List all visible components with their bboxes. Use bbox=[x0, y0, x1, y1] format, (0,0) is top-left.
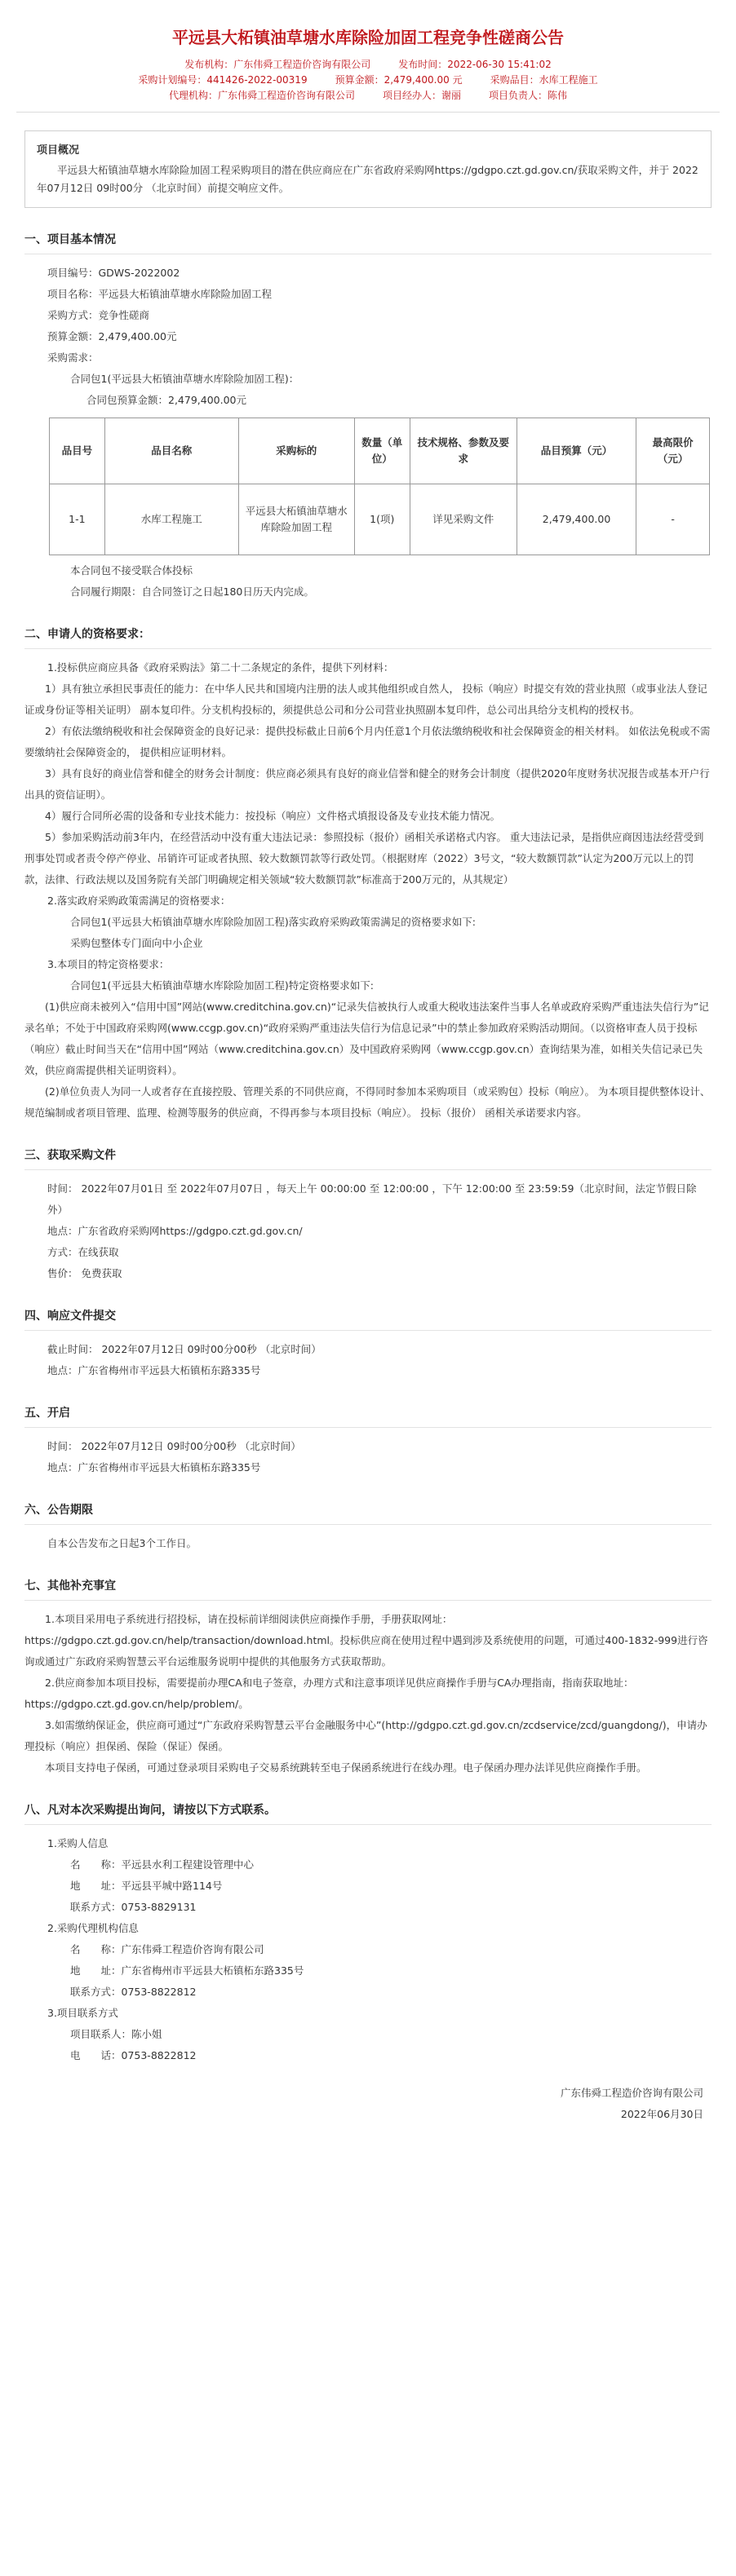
section-period bbox=[24, 1525, 712, 1554]
table-header: 品目名称 bbox=[104, 418, 238, 484]
table-header: 最高限价（元） bbox=[636, 418, 710, 484]
meta-manager: 项目经办人：谢丽 bbox=[383, 90, 462, 101]
section-basic-info bbox=[24, 254, 712, 603]
page-title: 平远县大柘镇油草塘水库除险加固工程竞争性磋商公告 bbox=[172, 28, 564, 47]
section-other-heading: 七、其他补充事宜 bbox=[24, 1577, 712, 1601]
obtain-time: 时间： 2022年07月01日 至 2022年07月07日 ，每天上午 00:00:00 至 12:00:00 ，下午 12:00:00 至 23:59:59（北京时间，法定节假日除外） bbox=[47, 1182, 697, 1216]
qual-item: 合同包1(平远县大柘镇油草塘水库除险加固工程)特定资格要求如下: bbox=[70, 979, 374, 992]
table-cell: 1-1 bbox=[50, 484, 105, 555]
section-obtain-docs-heading: 三、获取采购文件 bbox=[24, 1147, 712, 1170]
section-other bbox=[24, 1601, 712, 1778]
package-budget: 合同包预算金额：2,479,400.00元 bbox=[86, 394, 246, 406]
section-obtain-docs bbox=[24, 1170, 712, 1284]
qual-item: 1.投标供应商应具备《政府采购法》第二十二条规定的条件，提供下列材料： bbox=[47, 661, 394, 674]
contract-package: 合同包1(平远县大柘镇油草塘水库除险加固工程)： bbox=[70, 373, 299, 385]
table-header: 品目号 bbox=[50, 418, 105, 484]
procurement-demand: 采购需求： bbox=[47, 351, 99, 364]
project-overview bbox=[24, 130, 712, 208]
table-header: 数量（单位） bbox=[354, 418, 410, 484]
qual-item: (2)单位负责人为同一人或者存在直接控股、管理关系的不同供应商，不得同时参加本采购项目（或采购包）投标（响应）。 为本项目提供整体设计、规范编制或者项目管理、监理、检测等服务的供应商，不得再参与本项目投标（响应）。 投标（报价） 函相关承诺要求内容。 bbox=[24, 1085, 711, 1119]
submission-deadline: 截止时间： 2022年07月12日 09时00分00秒 （北京时间） bbox=[47, 1343, 321, 1355]
other-item: 3.如需缴纳保证金，供应商可通过“广东政府采购智慧云平台金融服务中心”(http://gdgpo.czt.gd.gov.cn/zcdservice/zcd/guangdong/)，申请办理投标（响应）担保函、保险（保证）保函。 bbox=[24, 1719, 707, 1752]
meta-plan: 采购计划编号：441426-2022-00319 bbox=[138, 74, 308, 86]
agency-name: 名 称：广东伟舜工程造价咨询有限公司 bbox=[70, 1943, 264, 1955]
budget-amount: 预算金额：2,479,400.00元 bbox=[47, 330, 177, 342]
agency-heading: 2.采购代理机构信息 bbox=[47, 1922, 139, 1934]
project-contact-person: 项目联系人：陈小姐 bbox=[70, 2028, 162, 2040]
contract-period: 合同履行期限：自合同签订之日起180日历天内完成。 bbox=[70, 585, 314, 598]
table-cell: 平远县大柘镇油草塘水库除险加固工程 bbox=[238, 484, 354, 555]
meta-category: 采购品目：水库工程施工 bbox=[490, 74, 598, 86]
section-period-heading: 六、公告期限 bbox=[24, 1501, 712, 1525]
purchaser-address: 地 址：平远县平城中路114号 bbox=[70, 1880, 223, 1892]
table-header: 技术规格、参数及要求 bbox=[410, 418, 517, 484]
section-contact bbox=[24, 1825, 712, 2066]
table-cell: 详见采购文件 bbox=[410, 484, 517, 555]
project-name: 项目名称：平远县大柘镇油草塘水库除险加固工程 bbox=[47, 288, 273, 300]
section-qualification bbox=[24, 649, 712, 1124]
section-opening-heading: 五、开启 bbox=[24, 1404, 712, 1428]
obtain-method: 方式：在线获取 bbox=[47, 1246, 119, 1258]
table-cell: 水库工程施工 bbox=[104, 484, 238, 555]
obtain-price: 售价： 免费获取 bbox=[47, 1267, 122, 1279]
other-item: 2.供应商参加本项目投标，需要提前办理CA和电子签章，办理方式和注意事项详见供应商操作手册与CA办理指南，指南获取地址：https://gdgpo.czt.gd.gov.cn/help/problem/。 bbox=[24, 1677, 634, 1710]
section-opening bbox=[24, 1428, 712, 1478]
submission-place: 地点：广东省梅州市平远县大柘镇柘东路335号 bbox=[47, 1364, 261, 1376]
obtain-place: 地点：广东省政府采购网https://gdgpo.czt.gd.gov.cn/ bbox=[47, 1225, 303, 1237]
agency-address: 地 址：广东省梅州市平远县大柘镇柘东路335号 bbox=[70, 1964, 304, 1977]
meta-contact: 项目负责人：陈伟 bbox=[489, 90, 568, 101]
announcement-page bbox=[16, 0, 720, 2125]
meta-budget: 预算金额：2,479,400.00 元 bbox=[335, 74, 463, 86]
table-header: 采购标的 bbox=[238, 418, 354, 484]
table-header: 品目预算（元） bbox=[517, 418, 636, 484]
section-submission-heading: 四、响应文件提交 bbox=[24, 1307, 712, 1331]
opening-time: 时间： 2022年07月12日 09时00分00秒 （北京时间） bbox=[47, 1440, 301, 1452]
signature-org: 广东伟舜工程造价咨询有限公司 bbox=[560, 2087, 703, 2099]
agency-phone: 联系方式：0753-8822812 bbox=[70, 1986, 197, 1998]
section-contact-heading: 八、凡对本次采购提出询问，请按以下方式联系。 bbox=[24, 1801, 712, 1825]
meta-time: 发布时间：2022-06-30 15:41:02 bbox=[398, 59, 552, 70]
overview-text: 平远县大柘镇油草塘水库除险加固工程采购项目的潜在供应商应在广东省政府采购网https://gdgpo.czt.gd.gov.cn/获取采购文件，并于 2022年07月12日 09时00分 （北京时间）前提交响应文件。 bbox=[37, 164, 698, 194]
meta-publisher: 发布机构：广东伟舜工程造价咨询有限公司 bbox=[184, 59, 371, 70]
qual-item: 1）具有独立承担民事责任的能力：在中华人民共和国境内注册的法人或其他组织或自然人， 投标（响应）时提交有效的营业执照（或事业法人登记证或身份证等相关证明） 副本复印件。分支机构投标的，须提供总公司和分公司营业执照副本复印件，总公司出具给分支机构的授权书。 bbox=[24, 683, 707, 716]
section-submission bbox=[24, 1331, 712, 1381]
qual-item: 合同包1(平远县大柘镇油草塘水库除险加固工程)落实政府采购政策需满足的资格要求如下: bbox=[70, 916, 476, 928]
qual-item: 5）参加采购活动前3年内，在经营活动中没有重大违法记录：参照投标（报价）函相关承诺格式内容。 重大违法记录，是指供应商因违法经营受到刑事处罚或者责令停产停业、吊销许可证或者执照、较大数额罚款等行政处罚。（根据财库（2022）3号文，“较大数额罚款”认定为200万元以上的罚款，法律、行政法规以及国务院有关部门明确规定相关领域“较大数额罚款”标准高于200万元的，从其规定） bbox=[24, 831, 704, 886]
qual-item: 3.本项目的特定资格要求： bbox=[47, 958, 170, 970]
purchaser-heading: 1.采购人信息 bbox=[47, 1837, 109, 1849]
meta-agency: 代理机构：广东伟舜工程造价咨询有限公司 bbox=[168, 90, 355, 101]
qual-item: 2.落实政府采购政策需满足的资格要求： bbox=[47, 895, 231, 907]
other-item: 本项目支持电子保函，可通过登录项目采购电子交易系统跳转至电子保函系统进行在线办理。电子保函办理办法详见供应商操作手册。 bbox=[45, 1761, 647, 1774]
table-cell: 2,479,400.00 bbox=[517, 484, 636, 555]
project-contact-heading: 3.项目联系方式 bbox=[47, 2007, 118, 2019]
table-header-row bbox=[50, 418, 710, 484]
purchaser-phone: 联系方式：0753-8829131 bbox=[70, 1901, 197, 1913]
announcement-period: 自本公告发布之日起3个工作日。 bbox=[47, 1537, 197, 1549]
meta-info bbox=[16, 57, 720, 113]
table-cell: 1(项) bbox=[354, 484, 410, 555]
procurement-table bbox=[49, 418, 710, 555]
qual-item: 采购包整体专门面向中小企业 bbox=[70, 937, 203, 949]
consortium-note: 本合同包不接受联合体投标 bbox=[70, 564, 193, 577]
overview-heading: 项目概况 bbox=[37, 144, 80, 157]
table-cell: - bbox=[636, 484, 710, 555]
qual-item: (1)供应商未被列入“信用中国”网站(www.creditchina.gov.cn)“记录失信被执行人或重大税收违法案件当事人名单或政府采购严重违法失信行为”记录名单；不处于中国政府采购网(www.ccgp.gov.cn)“政府采购严重违法失信行为信息记录”中的禁止参加政府采购活动期间。（以资格审查人员于投标（响应）截止时间当天在“信用中国”网站（www.creditchina.gov.cn）及中国政府采购网（www.ccgp.gov.cn）查询结果为准，如相关失信记录已失效，供应商需提供相关证明资料）。 bbox=[24, 1001, 709, 1076]
qual-item: 4）履行合同所必需的设备和专业技术能力：按投标（响应）文件格式填报设备及专业技术能力情况。 bbox=[45, 810, 500, 822]
other-item: 1.本项目采用电子系统进行招投标，请在投标前详细阅读供应商操作手册，手册获取网址：https://gdgpo.czt.gd.gov.cn/help/transaction/download.html。投标供应商在使用过程中遇到涉及系统使用的问题，可通过400-1832-999进行咨询或通过广东政府采购智慧云平台运维服务说明中提供的其他服务方式获取帮助。 bbox=[24, 1613, 708, 1668]
section-qualification-heading: 二、申请人的资格要求： bbox=[24, 625, 712, 649]
signature-date: 2022年06月30日 bbox=[620, 2108, 703, 2120]
procurement-method: 采购方式：竞争性磋商 bbox=[47, 309, 150, 321]
qual-item: 2）有依法缴纳税收和社会保障资金的良好记录：提供投标截止日前6个月内任意1个月依法缴纳税收和社会保障资金的相关材料。 如依法免税或不需要缴纳社会保障资金的， 提供相应证明材料。 bbox=[24, 725, 711, 758]
project-contact-phone: 电 话：0753-8822812 bbox=[70, 2049, 197, 2061]
signature bbox=[24, 2083, 712, 2125]
section-basic-info-heading: 一、项目基本情况 bbox=[24, 231, 712, 254]
opening-place: 地点：广东省梅州市平远县大柘镇柘东路335号 bbox=[47, 1461, 261, 1474]
table-row bbox=[50, 484, 710, 555]
qual-item: 3）具有良好的商业信誉和健全的财务会计制度：供应商必须具有良好的商业信誉和健全的财务会计制度（提供2020年度财务状况报告或基本开户行出具的资信证明）。 bbox=[24, 767, 710, 801]
purchaser-name: 名 称：平远县水利工程建设管理中心 bbox=[70, 1858, 255, 1871]
project-number: 项目编号：GDWS-2022002 bbox=[47, 267, 180, 279]
